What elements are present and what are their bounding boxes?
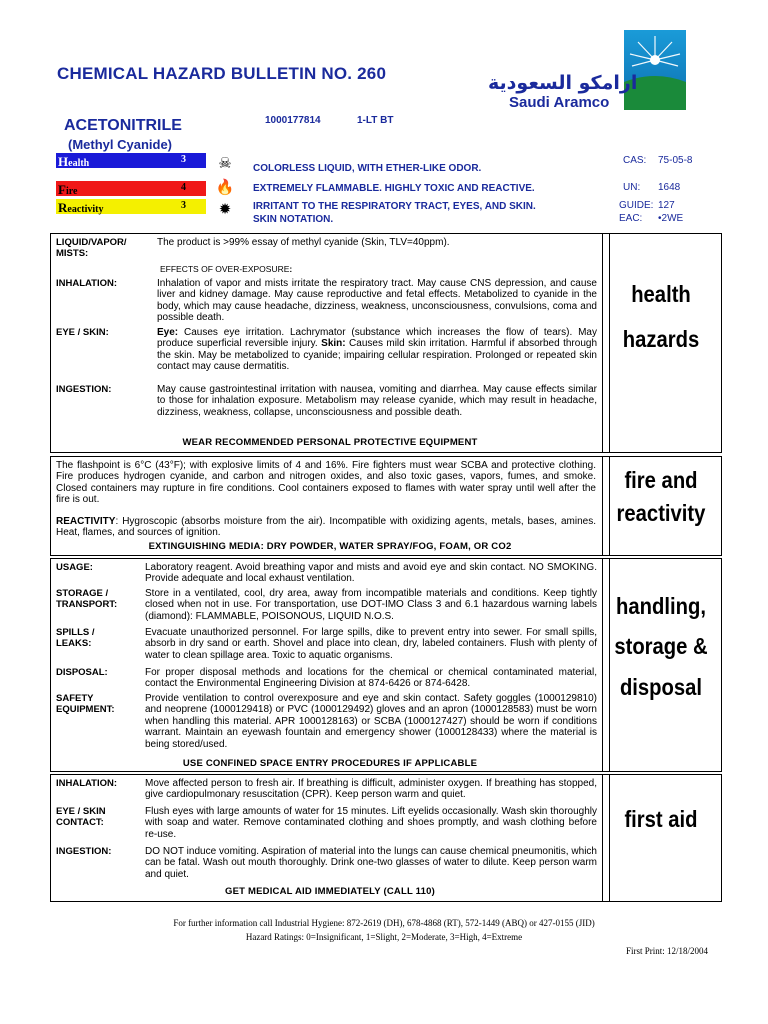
guide-value: 127 [658,200,675,211]
liquid-vapor-label: LIQUID/VAPOR/ MISTS: [56,237,127,259]
cas-label: CAS: [623,155,647,166]
safety-label: SAFETY EQUIPMENT: [56,693,115,715]
fire-footer: EXTINGUISHING MEDIA: DRY POWDER, WATER SPRAY/FOG, FOAM, OR CO2 [148,541,512,552]
fa-ingestion-text: DO NOT induce vomiting. Aspiration of material into the lungs can cause chemical pneumonitis, which can be fatal. Wash out mouth thoroughly. Drink one-two glasses of water to dilute. Keep person warm and quiet. [145,846,597,880]
fa-eye-skin-label: EYE / SKIN CONTACT: [56,806,106,828]
stock-code: 1000177814 [265,115,321,126]
hazard-label: Health [58,154,90,169]
hazard-desc-reactivity: IRRITANT TO THE RESPIRATORY TRACT, EYES, AND SKIN. SKIN NOTATION. [253,201,536,225]
guide-label: GUIDE: [619,200,654,211]
reactivity-text: REACTIVITY: Hygroscopic (absorbs moisture from the air). Incompatible with oxidizing agents, metals, bases, amines. Heat, flames, and sources of ignition. [56,516,596,539]
usage-text: Laboratory reagent. Avoid breathing vapor and mists and avoid eye and skin contact. NO SMOKING. Provide adequate and local exhaust ventilation. [145,562,597,585]
storage-text: Store in a ventilated, cool, dry area, away from incompatible materials and conditions. Keep tightly closed when not in use. For transportation, use DOT-IMO Class 3 and 6.1 hazardous warning labels (diamond): FLAMMABLE, POISONOUS, LIQUID N.O.S. [145,588,597,622]
health-footer: WEAR RECOMMENDED PERSONAL PROTECTIVE EQUIPMENT [182,437,478,448]
hazard-row-health [56,153,206,168]
logo-english-text: Saudi Aramco [509,94,610,111]
hazard-value: 4 [181,182,186,193]
hazard-label: Reactivity [58,200,104,215]
chemical-alt-name: (Methyl Cyanide) [68,137,173,152]
inhalation-text: Inhalation of vapor and mists irritate the respiratory tract. May cause CNS depression, and cause liver and kidney damage. May cause reproductive and fetal effects. Metabolized to cyanide in the body, which may cause headache, dizziness, weakness, unconsciousness, convulsions, coma and possible death. [157,278,597,323]
ingestion-label: INGESTION: [56,384,112,395]
liquid-vapor-text: The product is >99% essay of methyl cyanide (Skin, TLV=40ppm). [157,237,450,248]
health-side-title: health hazards [622,281,700,353]
eac-value: •2WE [658,213,684,224]
flame-icon: 🔥 [215,179,235,196]
safety-text: Provide ventilation to control overexposure and eye and skin contact. Safety goggles (1000129810) and neoprene (1000129418) or PVC (1000129492) gloves and an apron (1000128583) must be worn when handling this material. APR 1000128163) or SCBA (1000127427) should be worn if conditions warrant. Maintain an eyewash fountain and emergency shower (1000128433) where the material is being stored/used. [145,693,597,750]
saudi-aramco-logo-icon [624,30,686,110]
cas-value: 75-05-8 [658,155,693,166]
usage-label: USAGE: [56,562,93,573]
handling-side-title: handling, storage & disposal [614,593,708,700]
footer-hazard-ratings-legend: Hazard Ratings: 0=Insignificant, 1=Slight, 2=Moderate, 3=High, 4=Extreme [245,932,523,942]
fa-inhalation-text: Move affected person to fresh air. If breathing is difficult, administer oxygen. If breathing has stopped, give cardiopulmonary resuscitation (CPR). Keep person warm and quiet. [145,778,597,801]
handling-footer: USE CONFINED SPACE ENTRY PROCEDURES IF APPLICABLE [182,758,478,769]
hazard-desc-fire: EXTREMELY FLAMMABLE. HIGHLY TOXIC AND REACTIVE. [253,183,535,194]
fire-side-title: fire and reactivity [616,467,706,527]
first-aid-side-box [602,774,722,902]
disposal-label: DISPOSAL: [56,667,108,678]
hazard-row-fire [56,181,206,196]
spills-label: SPILLS / LEAKS: [56,627,95,649]
hazard-label: Fire [58,182,78,197]
hazard-value: 3 [181,200,186,211]
chemical-name: ACETONITRILE [64,117,182,134]
explosion-icon: ✹ [218,201,232,218]
hazard-value: 3 [181,154,186,165]
logo-arabic-text: ارامكو السعودية [488,72,638,94]
package-code: 1-LT BT [357,115,394,126]
fa-inhalation-label: INHALATION: [56,778,118,789]
spills-text: Evacuate unauthorized personnel. For large spills, dike to prevent entry into sewer. For small spills, absorb in dry sand or earth. Shovel and place into clean, dry, labeled containers. Flush with plenty of water to clean spillage area. Toxic to aquatic organisms. [145,627,597,661]
un-label: UN: [623,182,641,193]
first-print-date: First Print: 12/18/2004 [626,946,709,956]
eac-label: EAC: [619,213,643,224]
storage-label: STORAGE / TRANSPORT: [56,588,118,610]
footer-contact-info: For further information call Industrial Hygiene: 872-2619 (DH), 678-4868 (RT), 572-1449 (ABQ) or 427-0155 (JID) [173,918,595,928]
ingestion-text: May cause gastrointestinal irritation with nausea, vomiting and diarrhea. May cause effects similar to those for inhalation exposure. Metabolism may release cyanide, which may result in headache, dizziness, weakness, collapse, unconsciousness and possible death. [157,384,597,418]
fa-ingestion-label: INGESTION: [56,846,112,857]
fire-text: The flashpoint is 6°C (43°F); with explosive limits of 4 and 16%. Fire fighters must wear SCBA and protective clothing. Fire produces hydrogen cyanide, and carbon and nitrogen oxides, and also toxic gases, vapors, fumes, and smoke. Closed containers may rupture in fire conditions. Cool containers exposed to flames with water spray until well after the fire is out. [56,460,596,506]
hazard-desc-health: COLORLESS LIQUID, WITH ETHER-LIKE ODOR. [253,163,482,174]
effects-heading: EFFECTS OF OVER-EXPOSURE: [160,264,293,274]
fa-eye-skin-text: Flush eyes with large amounts of water for 15 minutes. Lift eyelids occasionally. Wash skin thoroughly with soap and water. Remove contaminated clothing and shoes promptly, and wash clothing before re-use. [145,806,597,840]
eye-skin-label: EYE / SKIN: [56,327,109,338]
skull-crossbones-icon: ☠ [218,155,232,172]
hazard-row-reactivity [56,199,206,214]
inhalation-label: INHALATION: [56,278,118,289]
first-aid-footer: GET MEDICAL AID IMMEDIATELY (CALL 110) [225,886,435,897]
un-value: 1648 [658,182,681,193]
eye-skin-text: Eye: Causes eye irritation. Lachrymator (substance which increases the flow of tears). May produce superficial reversible injury. Skin: Causes mild skin irritation. Harmful if absorbed through the skin. May be metabolized to cyanide; impairing cellular respiration. Prolonged or repeated skin contact may cause dermatitis. [157,327,598,373]
first-aid-side-title: first aid [624,806,698,832]
bulletin-title: CHEMICAL HAZARD BULLETIN NO. 260 [57,64,387,83]
disposal-text: For proper disposal methods and locations for the chemical or chemical contaminated material, contact the Environmental Engineering Division at 874-6426 or 874-6428. [145,667,597,690]
